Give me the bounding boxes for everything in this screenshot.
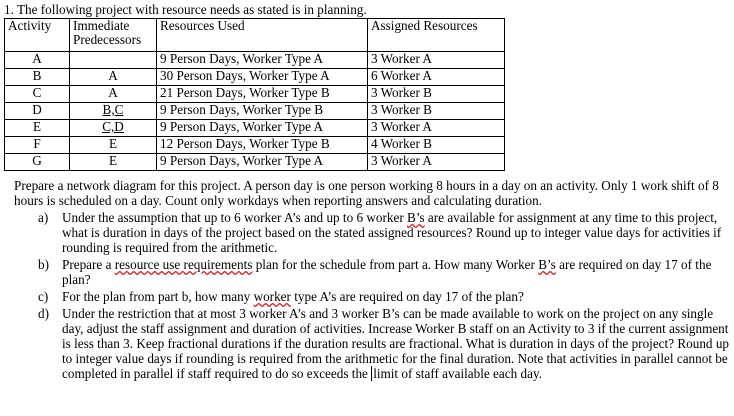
cell-activity: D <box>5 103 70 120</box>
question-b <box>14 257 730 287</box>
cell-pred <box>70 52 157 69</box>
question-text: plan for the schedule from part a. How many Worker <box>252 257 539 272</box>
cell-assigned: 4 Worker B <box>368 137 505 154</box>
question-marker: d) <box>38 306 49 321</box>
spellcheck-underline: worker <box>253 289 291 304</box>
problem-heading <box>4 2 367 17</box>
question-d <box>14 306 730 381</box>
resource-table <box>4 18 505 171</box>
table-header-row <box>5 19 505 52</box>
text-cursor[interactable]: limit of staff available each day. <box>373 366 542 381</box>
header-activity: Activity <box>5 19 70 52</box>
pred-underlined: C,D <box>102 119 124 134</box>
header-pred-line1: Immediate <box>73 18 130 33</box>
cell-resources: 9 Person Days, Worker Type A <box>157 52 368 69</box>
header-pred-line2: Predecessors <box>73 32 142 47</box>
cell-activity: F <box>5 137 70 154</box>
cell-resources: 12 Person Days, Worker Type B <box>157 137 368 154</box>
cell-pred: E <box>70 137 157 154</box>
spellcheck-underline: B’s <box>538 257 556 272</box>
cell-resources: 30 Person Days, Worker Type A <box>157 69 368 86</box>
question-text: are required on day 17 of the plan? <box>62 257 712 287</box>
question-list <box>14 210 730 383</box>
cell-activity: B <box>5 69 70 86</box>
cell-activity: G <box>5 154 70 171</box>
cell-pred: A <box>70 69 157 86</box>
table-row <box>5 154 505 171</box>
question-text: are available for assignment at any time to this project, what is duration in days of the project based on the stated assigned resources? Round up to integer value days for activities if rounding is required from the arithmetic. <box>62 210 722 255</box>
question-marker: c) <box>38 289 49 304</box>
question-text: Prepare a <box>62 257 115 272</box>
cell-resources: 9 Person Days, Worker Type A <box>157 120 368 137</box>
table-row <box>5 86 505 103</box>
table-row <box>5 52 505 69</box>
intro-paragraph: Prepare a network diagram for this project. A person day is one person working 8 hours in a day on an activity. Only 1 work shift of 8 hours is scheduled on a day. Count only workdays when reporting answers and calculating duration. <box>14 178 719 208</box>
table-row <box>5 103 505 120</box>
cell-assigned: 3 Worker A <box>368 154 505 171</box>
spellcheck-underline: B’s <box>407 210 425 225</box>
cell-resources: 9 Person Days, Worker Type A <box>157 154 368 171</box>
cell-pred <box>70 103 157 120</box>
question-marker: a) <box>38 210 49 225</box>
header-predecessors <box>70 19 157 52</box>
table-row <box>5 69 505 86</box>
question-text: Under the restriction that at most 3 worker A’s and 3 worker B’s can be made available to work on the project on any single day, adjust the staff assignment and duration of activities. Increase Worker B staff on an Activity to 3 if the current assignment is less than 3. Keep fractional durations if the duration results are fractional. What is duration in days of the project? Round up to integer value days if rounding is required from the arithmetic for the final duration. Note that activities in parallel cannot be completed in parallel if staff required to do so exceeds the <box>62 306 730 381</box>
cell-activity: E <box>5 120 70 137</box>
question-text: For the plan from part b, how many <box>62 289 254 304</box>
spellcheck-underline: resource use requirements <box>114 257 253 272</box>
cell-assigned: 3 Worker A <box>368 52 505 69</box>
cell-resources: 21 Person Days, Worker Type B <box>157 86 368 103</box>
cell-pred: A <box>70 86 157 103</box>
pred-underlined: B,C <box>102 102 124 117</box>
question-text: type A’s are required on day 17 of the plan? <box>290 289 524 304</box>
header-resources: Resources Used <box>157 19 368 52</box>
question-a <box>14 210 730 255</box>
question-marker: b) <box>38 257 49 272</box>
cell-assigned: 3 Worker B <box>368 86 505 103</box>
cell-assigned: 3 Worker B <box>368 103 505 120</box>
question-text: Under the assumption that up to 6 worker A’s and up to 6 worker <box>62 210 408 225</box>
header-assigned: Assigned Resources <box>368 19 505 52</box>
cell-pred <box>70 120 157 137</box>
cell-assigned: 6 Worker A <box>368 69 505 86</box>
cell-activity: C <box>5 86 70 103</box>
heading-text: 1. The following project with resource needs as stated is in planning. <box>4 2 367 17</box>
cell-pred: E <box>70 154 157 171</box>
cell-assigned: 3 Worker A <box>368 120 505 137</box>
question-c <box>14 289 730 304</box>
cell-activity: A <box>5 52 70 69</box>
table-row <box>5 120 505 137</box>
cell-resources: 9 Person Days, Worker Type B <box>157 103 368 120</box>
table-row <box>5 137 505 154</box>
